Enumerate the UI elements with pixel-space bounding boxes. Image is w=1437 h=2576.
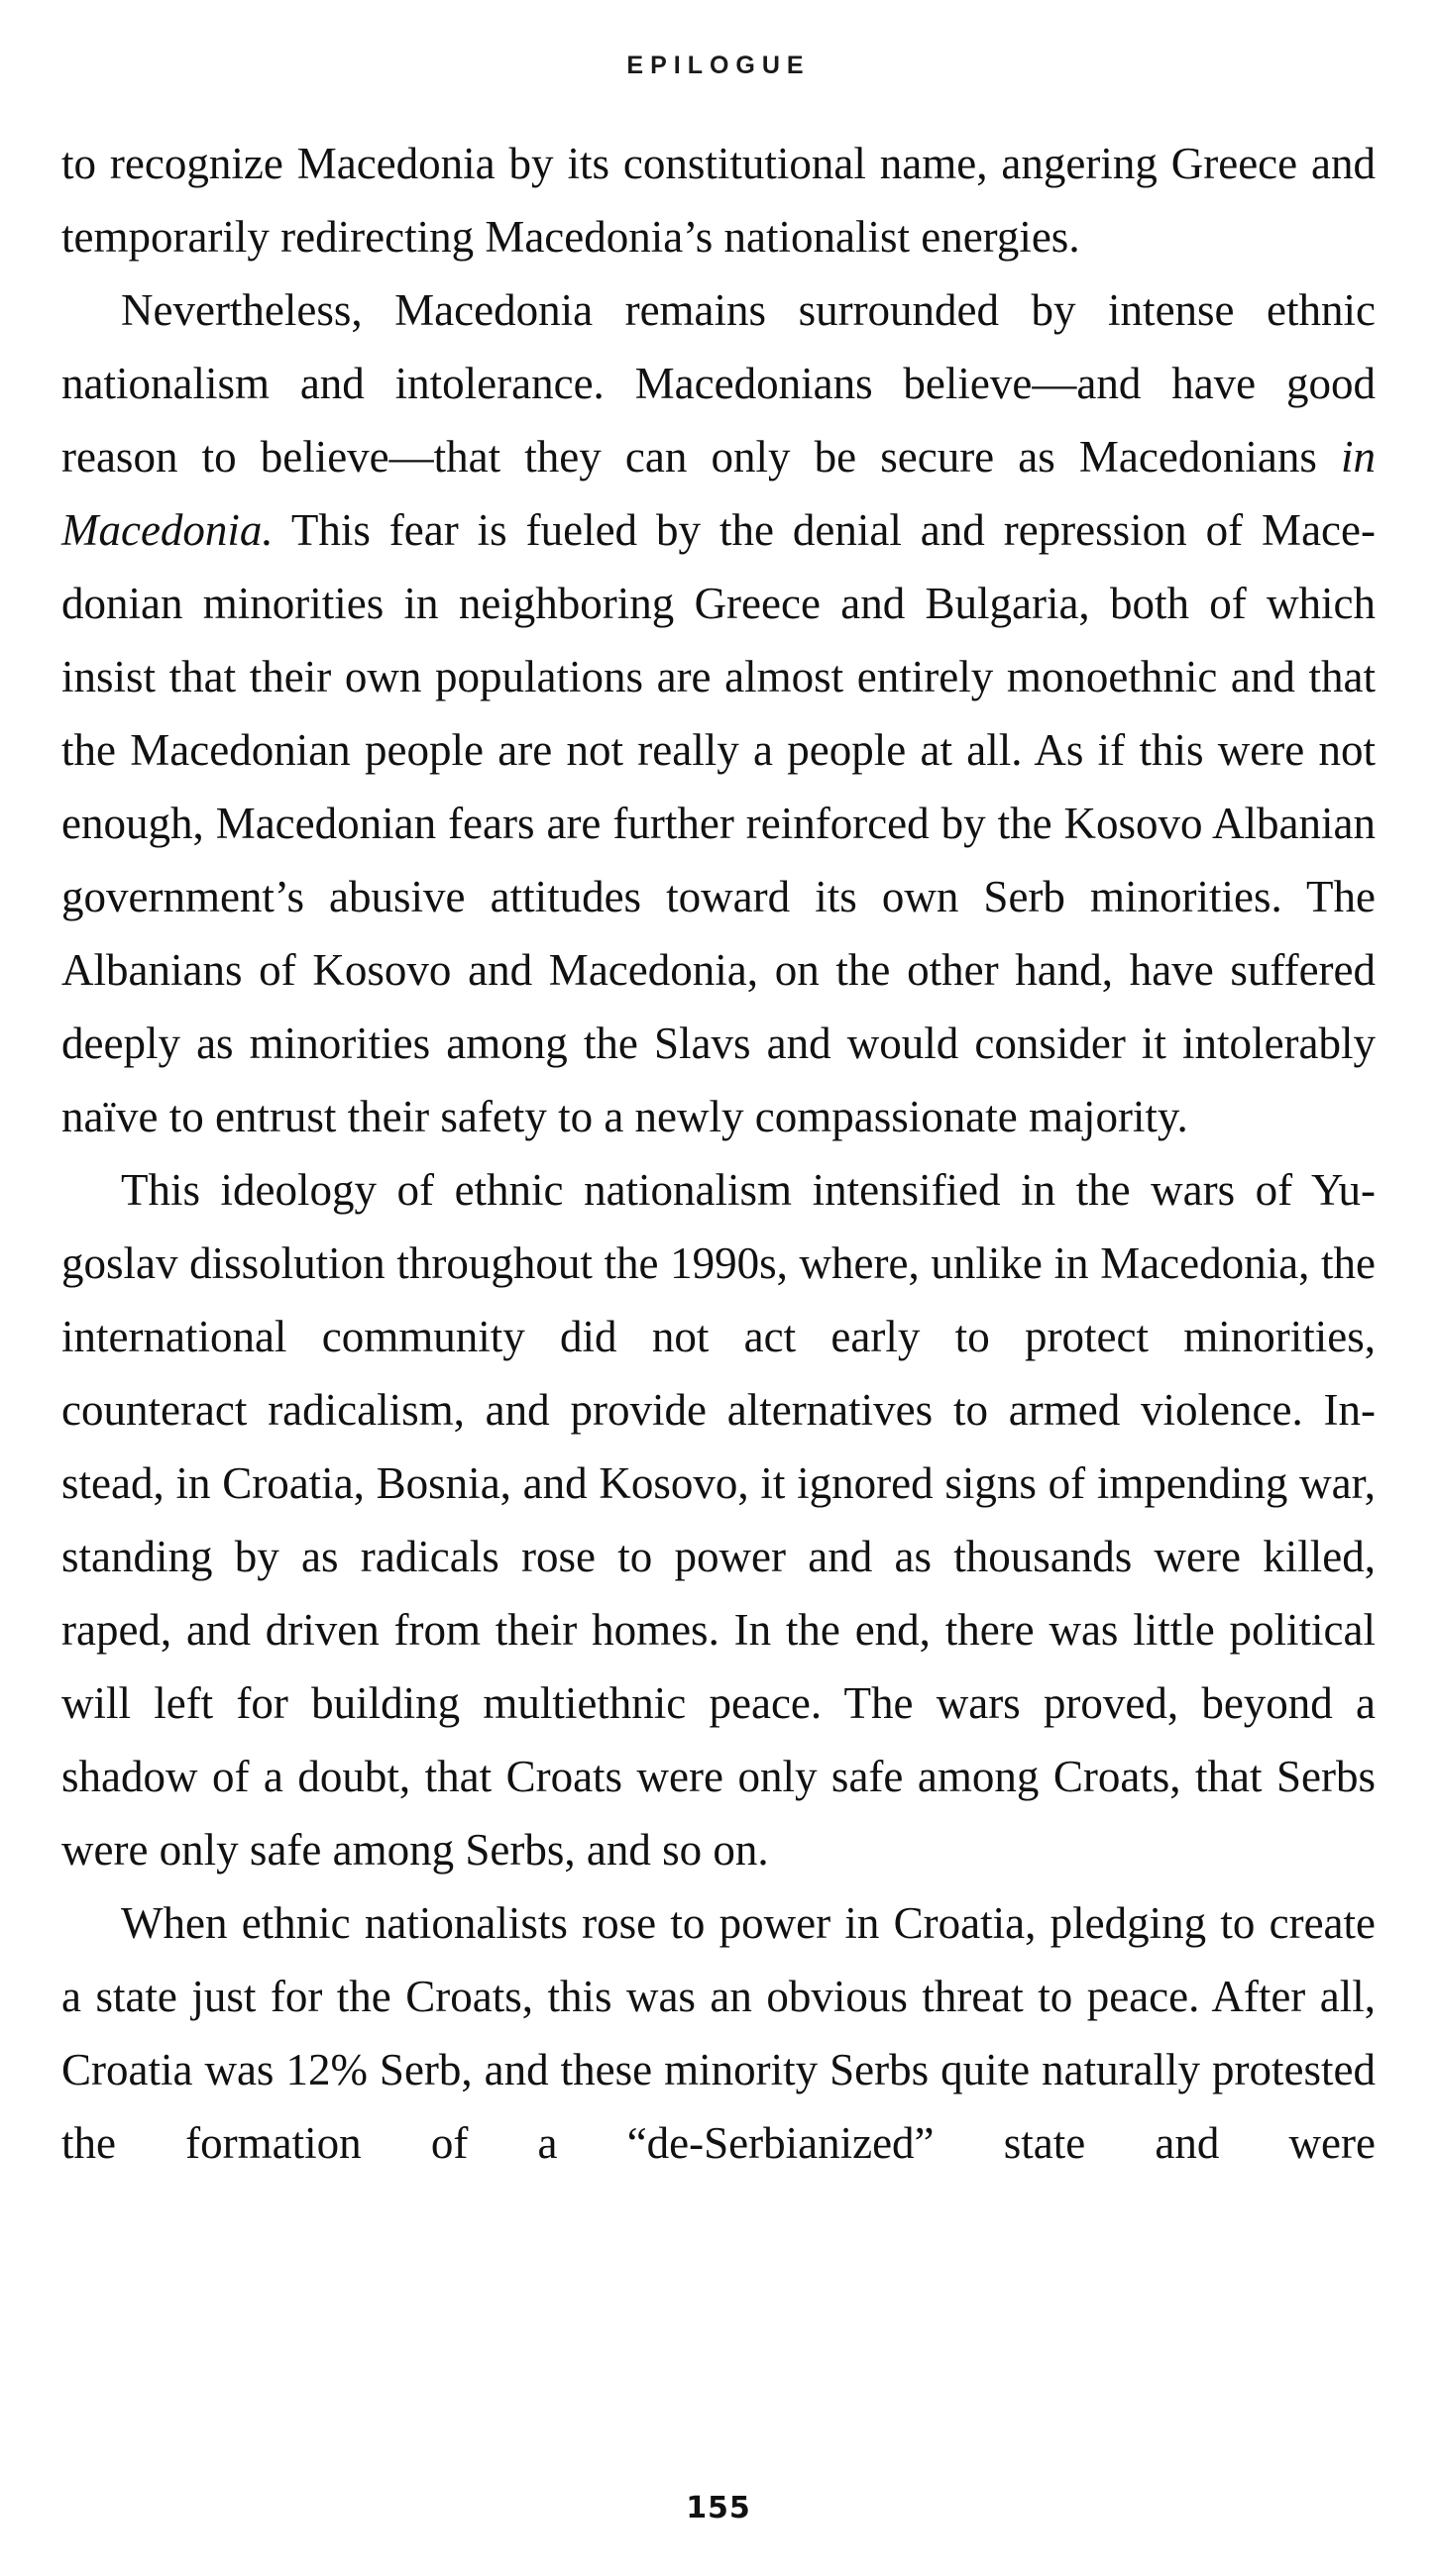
page-number: 155 xyxy=(686,2491,751,2525)
paragraph-2-lead: Nevertheless, Macedonia remains surrounded by intense ethnic nationalism and intolerance. Macedonians believe—and have good reason to believe—that they can only be secure as Macedonians xyxy=(61,285,1376,482)
paragraph-2-rest: This fear is fueled by the denial and repression of Macedonian minorities in neighboring Greece and Bulgaria, both of which insist that their own populations are almost entirely monoethnic and that the Macedonian people are not really a people at all. As if this were not enough, Macedonian fears are further reinforced by the Kosovo Albanian government’s abusive attitudes toward its own Serb minorities. The Albanians of Kosovo and Macedonia, on the other hand, have suffered deeply as minorities among the Slavs and would consider it intolerably naïve to entrust their safety to a newly compassionate majority. xyxy=(61,505,1376,1141)
paragraph-4: When ethnic nationalists rose to power in Croatia, pledging to create a state just for the Croats, this was an obvious threat to peace. After all, Croatia was 12% Serb, and these minority Serbs quite naturally protested the formation of a “de-Serbianized” state and were xyxy=(61,1898,1376,2168)
paragraph-2-italic: in Macedonia. xyxy=(61,432,1376,555)
paragraph-2 xyxy=(61,273,1376,1153)
paragraph-3: This ideology of ethnic nationalism intensified in the wars of Yugoslav dissolution throughout the 1990s, where, unlike in Macedonia, the international community did not act early to protect minorities, counteract radicalism, and provide alternatives to armed violence. Instead, in Croatia, Bosnia, and Kosovo, it ignored signs of impending war, standing by as radicals rose to power and as thousands were killed, raped, and driven from their homes. In the end, there was little political will left for building multiethnic peace. The wars proved, beyond a shadow of a doubt, that Croats were only safe among Croats, that Serbs were only safe among Serbs, and so on. xyxy=(61,1165,1376,1875)
body-text xyxy=(61,127,1376,2180)
running-head: EPILOGUE xyxy=(626,52,811,79)
paragraph-1: to recognize Macedonia by its constitutional name, angering Greece and temporarily redirecting Macedonia’s nationalist energies. xyxy=(61,139,1376,262)
